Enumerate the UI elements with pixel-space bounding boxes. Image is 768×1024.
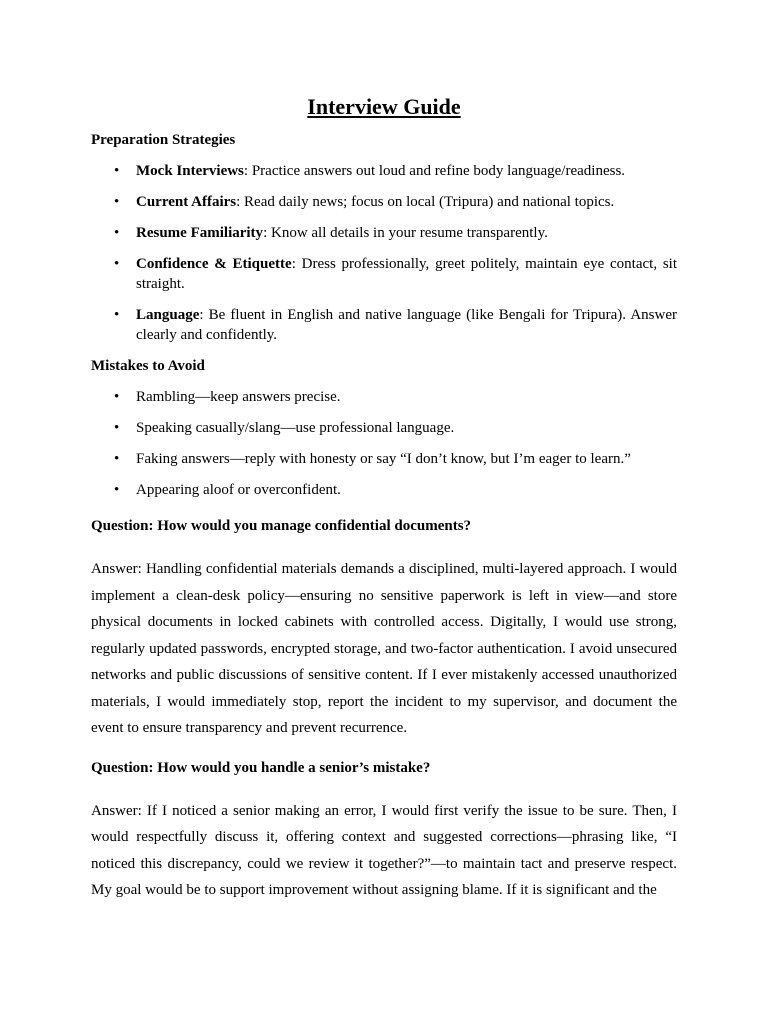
item-term: Mock Interviews [136, 163, 244, 179]
question-heading: Question: How would you handle a senior’s mistake? [91, 759, 431, 776]
list-item [91, 418, 677, 438]
mistakes-list [91, 387, 677, 500]
list-item [91, 480, 677, 500]
preparation-list [91, 161, 677, 345]
item-term: Current Affairs [136, 194, 237, 210]
item-text: Faking answers—reply with honesty or say “I don’t know, but I’m eager to learn.” [136, 451, 631, 467]
item-text: Speaking casually/slang—use professional language. [136, 420, 455, 436]
document-body [91, 92, 677, 904]
bullet-icon: • [114, 307, 120, 323]
bullet-icon: • [114, 389, 120, 405]
bullet-icon: • [114, 420, 120, 436]
item-text: : Know all details in your resume transparently. [263, 225, 548, 241]
bullet-icon: • [114, 451, 120, 467]
bullet-icon: • [114, 225, 120, 241]
mistakes-heading: Mistakes to Avoid [91, 358, 205, 374]
list-item [91, 254, 677, 294]
answer-paragraph: Answer: Handling confidential materials demands a disciplined, multi-layered approach. I would implement a clean-desk policy—ensuring no sensitive paperwork is left in view—and store physical documents in locked cabinets with controlled access. Digitally, I would use strong, regularly updated passwords, encrypted storage, and two-factor authentication. I avoid unsecured networks and public discussions of sensitive content. If I ever mistakenly accessed unauthorized materials, I would immediately stop, report the incident to my supervisor, and document the event to ensure transparency and prevent recurrence. [91, 561, 677, 736]
list-item [91, 305, 677, 345]
item-text: : Read daily news; focus on local (Tripura) and national topics. [236, 194, 615, 210]
bullet-icon: • [114, 163, 120, 179]
bullet-icon: • [114, 194, 120, 210]
list-item [91, 387, 677, 407]
bullet-icon: • [114, 482, 120, 498]
item-text: Appearing aloof or overconfident. [136, 482, 341, 498]
list-item [91, 161, 677, 181]
item-text: : Practice answers out loud and refine body language/readiness. [243, 163, 626, 179]
item-term: Resume Familiarity [136, 225, 264, 241]
answer-paragraph: Answer: If I noticed a senior making an error, I would first verify the issue to be sure. Then, I would respectfully discuss it, offering context and suggested corrections—phrasing like, “I noticed this discrepancy, could we review it together?”—to maintain tact and preserve respect. My goal would be to support improvement without assigning blame. If it is significant and the [91, 802, 677, 898]
bullet-icon: • [114, 256, 120, 272]
item-text: Rambling—keep answers precise. [136, 389, 341, 405]
list-item [91, 223, 677, 243]
item-text: : Dress professionally, greet politely, maintain eye contact, sit straight. [136, 256, 677, 292]
list-item [91, 449, 677, 469]
item-term: Language [136, 307, 200, 323]
item-text: : Be fluent in English and native language (like Bengali for Tripura). Answer clearly and confidently. [136, 307, 677, 343]
document-title: Interview Guide [307, 94, 461, 119]
item-term: Confidence & Etiquette [136, 256, 292, 272]
question-heading: Question: How would you manage confidential documents? [91, 518, 472, 534]
list-item [91, 192, 677, 212]
preparation-heading: Preparation Strategies [91, 132, 236, 148]
